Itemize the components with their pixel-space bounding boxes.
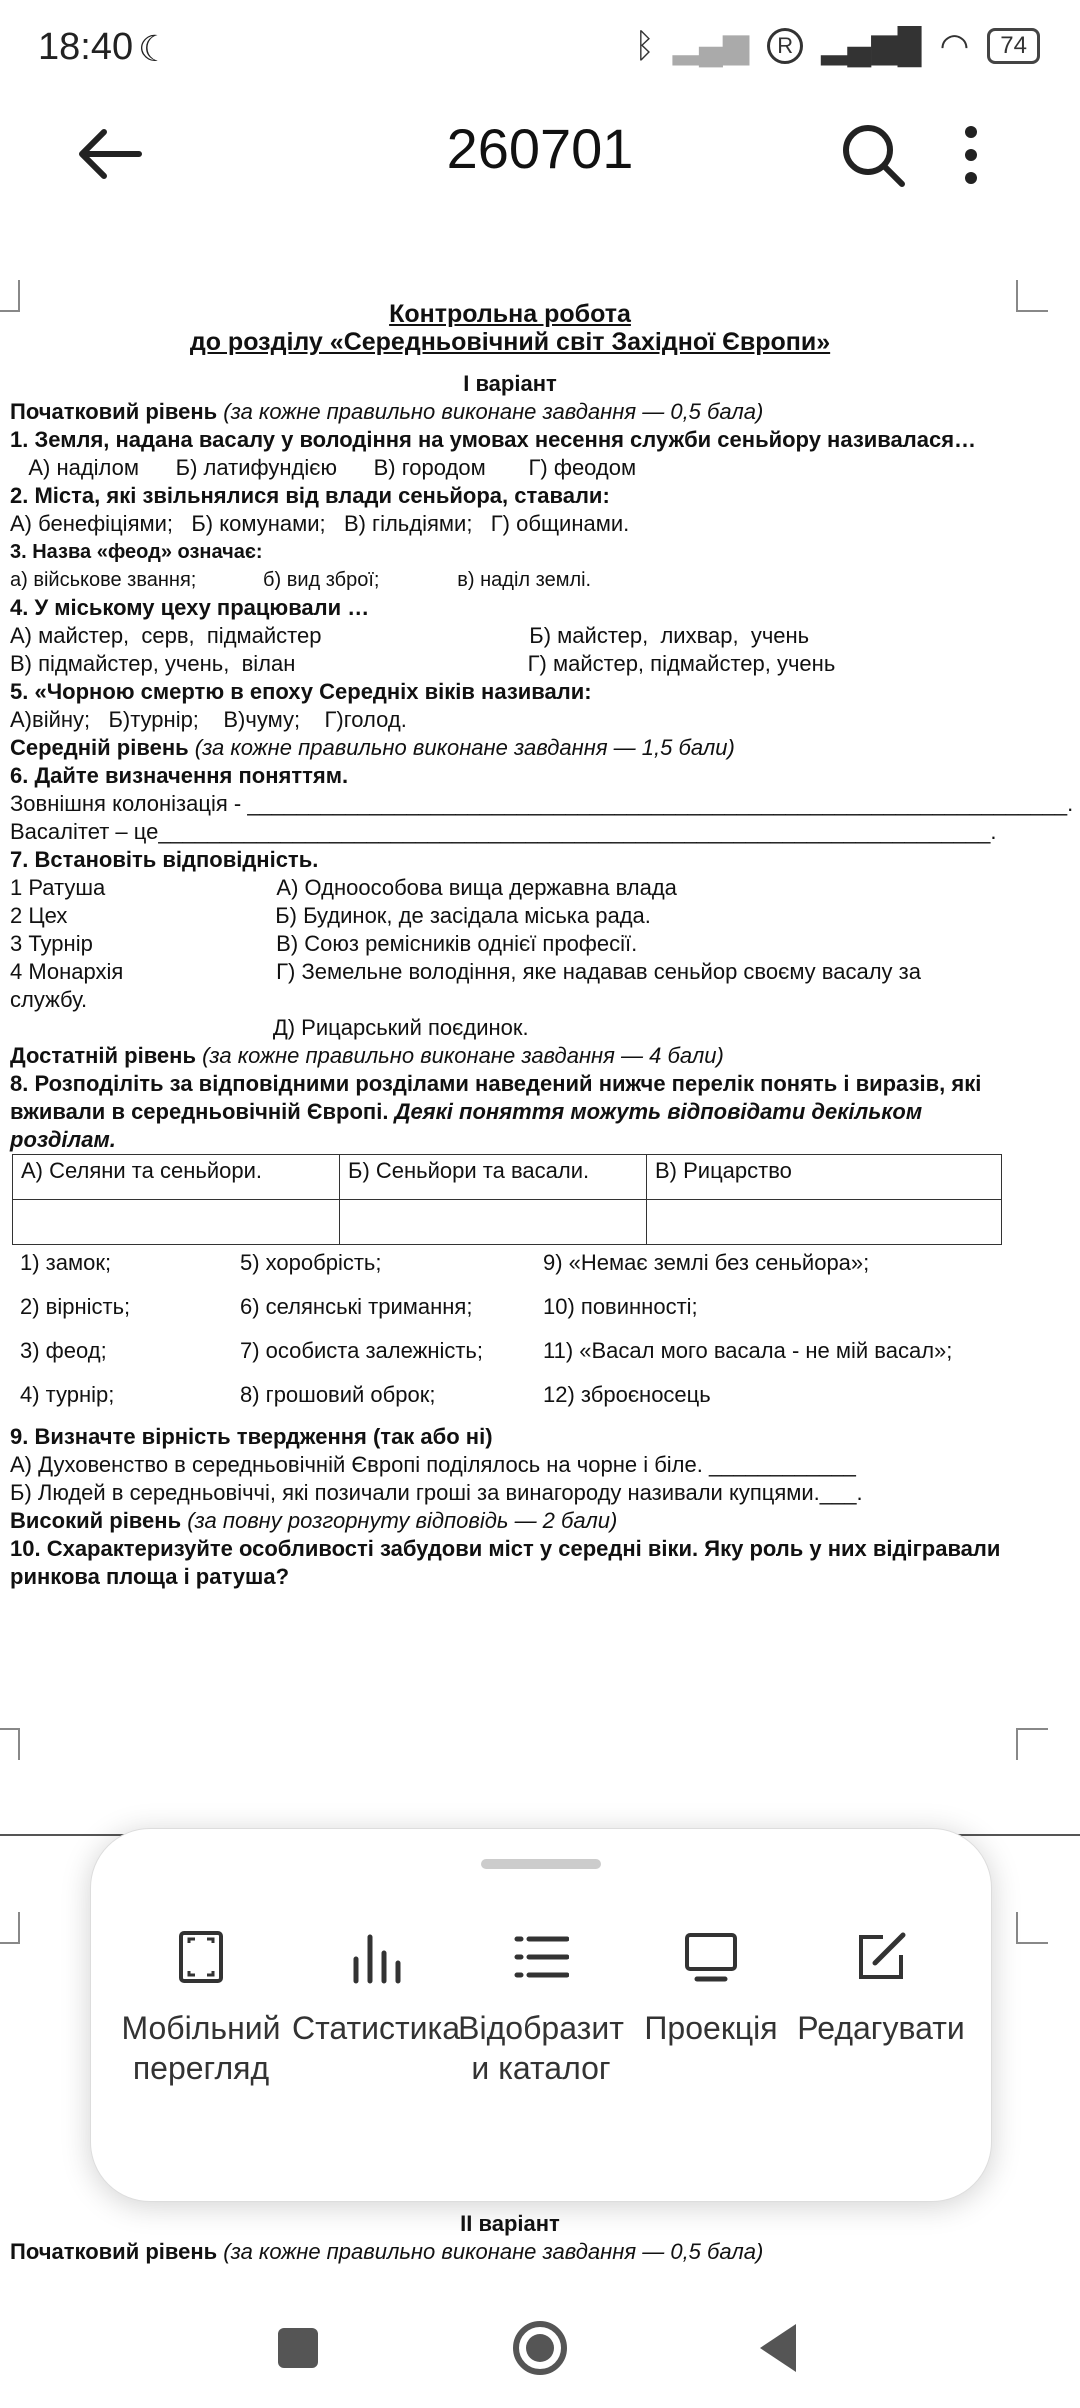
level-note: (за повну розгорнуту відповідь — 2 бали) [187, 1508, 618, 1533]
signal-icon: ▂▄▆█ [821, 27, 922, 65]
match-row: службу. [10, 987, 88, 1012]
home-icon[interactable] [510, 2318, 570, 2378]
bluetooth-icon: ᛒ [634, 26, 655, 65]
wifi-icon: ◠ [939, 27, 970, 65]
show-catalog-label: Відобразити каталог [458, 2010, 624, 2086]
term: 1) замок; [20, 1250, 112, 1275]
question-2: 2. Міста, які звільнялися від влади сеньйора, ставали: [10, 483, 610, 508]
back-icon[interactable] [756, 2320, 800, 2376]
statistics-button[interactable] [286, 1929, 466, 2048]
document-title: 260701 [446, 117, 634, 180]
table-header: В) Рицарство [647, 1155, 1002, 1200]
level-note: (за кожне правильно виконане завдання — 0,5 бала) [223, 2239, 764, 2264]
signal-off-icon: ▂▄▆ [672, 27, 750, 65]
term: 8) грошовий оброк; [240, 1382, 436, 1407]
table-cell [340, 1200, 647, 1245]
variant-heading: I варіант [463, 371, 557, 396]
categories-table [12, 1154, 1002, 1245]
table-header: А) Селяни та сеньйори. [13, 1155, 340, 1200]
document-page [10, 300, 1074, 1591]
drag-handle[interactable] [481, 1859, 601, 1869]
status-time: 18:40 [38, 26, 134, 68]
table-cell [13, 1200, 340, 1245]
doc-title-line2: до розділу «Середньовічний світ Західної Європи» [189, 328, 831, 356]
projection-label: Проекція [644, 2010, 778, 2046]
more-options-icon[interactable] [956, 122, 986, 188]
term: 11) «Васал мого васала - не мій васал»; [543, 1338, 953, 1363]
page-corner [1016, 1728, 1048, 1760]
mobile-view-button[interactable] [111, 1929, 291, 2088]
question-7: 7. Встановіть відповідність. [10, 847, 319, 872]
page-corner [1016, 280, 1048, 312]
answers-4a: А) майстер, серв, підмайстер Б) майстер, лихвар, учень [10, 623, 810, 648]
question-6: 6. Дайте визначення поняттям. [10, 763, 349, 788]
statistics-label: Статистика [291, 2010, 461, 2046]
match-row: 3 Турнір В) Союз ремісників однієї професії. [10, 931, 638, 956]
question-4: 4. У міському цеху працювали … [10, 595, 370, 620]
term: 5) хоробрість; [240, 1250, 382, 1275]
app-bar [0, 100, 1080, 210]
status-bar [0, 0, 1080, 100]
bottom-sheet [90, 1828, 992, 2202]
statement-b: Б) Людей в середньовіччі, які позичали гроші за винагороду називали купцями.___. [10, 1480, 863, 1505]
table-cell [647, 1200, 1002, 1245]
match-row: 4 Монархія Г) Земельне володіння, яке надавав сеньйор своєму васалу за [10, 959, 921, 984]
term: 4) турнір; [20, 1382, 115, 1407]
level-label: Високий рівень [10, 1508, 188, 1533]
definition-1: Зовнішня колонізація - ___________________________________________________________________. [10, 791, 1074, 816]
question-9: 9. Визначте вірність твердження (так або ні) [10, 1424, 493, 1449]
answers-3: а) військове звання; б) вид зброї; в) наділ землі. [10, 569, 592, 591]
match-row: Д) Рицарський поєдинок. [10, 1015, 529, 1040]
terms-list [10, 1245, 1010, 1423]
level-note: (за кожне правильно виконане завдання — 0,5 бала) [223, 399, 764, 424]
answers-2: А) бенефіціями; Б) комунами; В) гільдіями; Г) общинами. [10, 511, 630, 536]
question-10: 10. Схарактеризуйте особливості забудови міст у середні віки. Яку роль у них відігравали ринкова площа і ратуша? [10, 1536, 1001, 1589]
level-label: Початковий рівень [10, 399, 224, 424]
level-note: (за кожне правильно виконане завдання — 4 бали) [202, 1043, 724, 1068]
statement-a: А) Духовенство в середньовічній Європі поділялось на чорне і біле. ____________ [10, 1452, 856, 1477]
match-row: 2 Цех Б) Будинок, де засідала міська рада. [10, 903, 651, 928]
edit-label: Редагувати [797, 2010, 965, 2046]
definition-2: Васалітет – це____________________________________________________________________. [10, 819, 997, 844]
document-page-2 [10, 2210, 1010, 2266]
answers-5: А)війну; Б)турнір; В)чуму; Г)голод. [10, 707, 407, 732]
search-icon[interactable] [838, 120, 908, 190]
level-label: Середній рівень [10, 735, 195, 760]
statistics-icon [348, 1929, 404, 1985]
term: 10) повинності; [543, 1294, 698, 1319]
term: 2) вірність; [20, 1294, 131, 1319]
mobile-view-icon [173, 1929, 229, 1985]
page-corner [1016, 1912, 1048, 1944]
term: 12) зброєносець [543, 1382, 711, 1407]
level-label: Достатній рівень [10, 1043, 203, 1068]
question-5: 5. «Чорною смертю в епоху Середніх віків називали: [10, 679, 592, 704]
navigation-bar [0, 2290, 1080, 2408]
roaming-icon: R [767, 28, 803, 64]
term: 9) «Немає землі без сеньйора»; [543, 1250, 870, 1275]
doc-title-line1: Контрольна робота [389, 300, 631, 328]
question-8: 8. Розподіліть за відповідними розділами наведений нижче перелік понять і виразів, які вживали в середньовічній Європі. Деякі поняття можуть відповідати декільком розділам. [10, 1071, 982, 1152]
list-icon [513, 1929, 569, 1985]
edit-button[interactable] [791, 1929, 971, 2048]
match-row: 1 Ратуша А) Одноособова вища державна влада [10, 875, 677, 900]
do-not-disturb-icon: ☾ [138, 28, 171, 69]
page-corner [0, 1912, 20, 1944]
recent-apps-icon[interactable] [276, 2326, 320, 2370]
term: 3) феод; [20, 1338, 107, 1363]
level-note: (за кожне правильно виконане завдання — 1,5 бали) [194, 735, 735, 760]
mobile-view-label: Мобільний перегляд [121, 2010, 281, 2086]
battery-indicator: 74 [987, 28, 1040, 64]
question-1: 1. Земля, надана васалу у володіння на умовах несення служби сеньйору називалася… [10, 427, 977, 452]
answers-1: А) наділом Б) латифундією В) городом Г) феодом [10, 455, 637, 480]
page-corner [0, 1728, 20, 1760]
question-3: 3. Назва «феод» означає: [10, 541, 263, 563]
monitor-icon [683, 1929, 739, 1985]
term: 6) селянські тримання; [240, 1294, 473, 1319]
term: 7) особиста залежність; [240, 1338, 484, 1363]
projection-button[interactable] [621, 1929, 801, 2048]
edit-icon [853, 1929, 909, 1985]
variant-heading: II варіант [460, 2211, 560, 2236]
answers-4b: В) підмайстер, учень, вілан Г) майстер, підмайстер, учень [10, 651, 836, 676]
status-icons [634, 26, 1040, 66]
table-header: Б) Сеньйори та васали. [340, 1155, 647, 1200]
level-label: Початковий рівень [10, 2239, 224, 2264]
show-catalog-button[interactable] [451, 1929, 631, 2088]
